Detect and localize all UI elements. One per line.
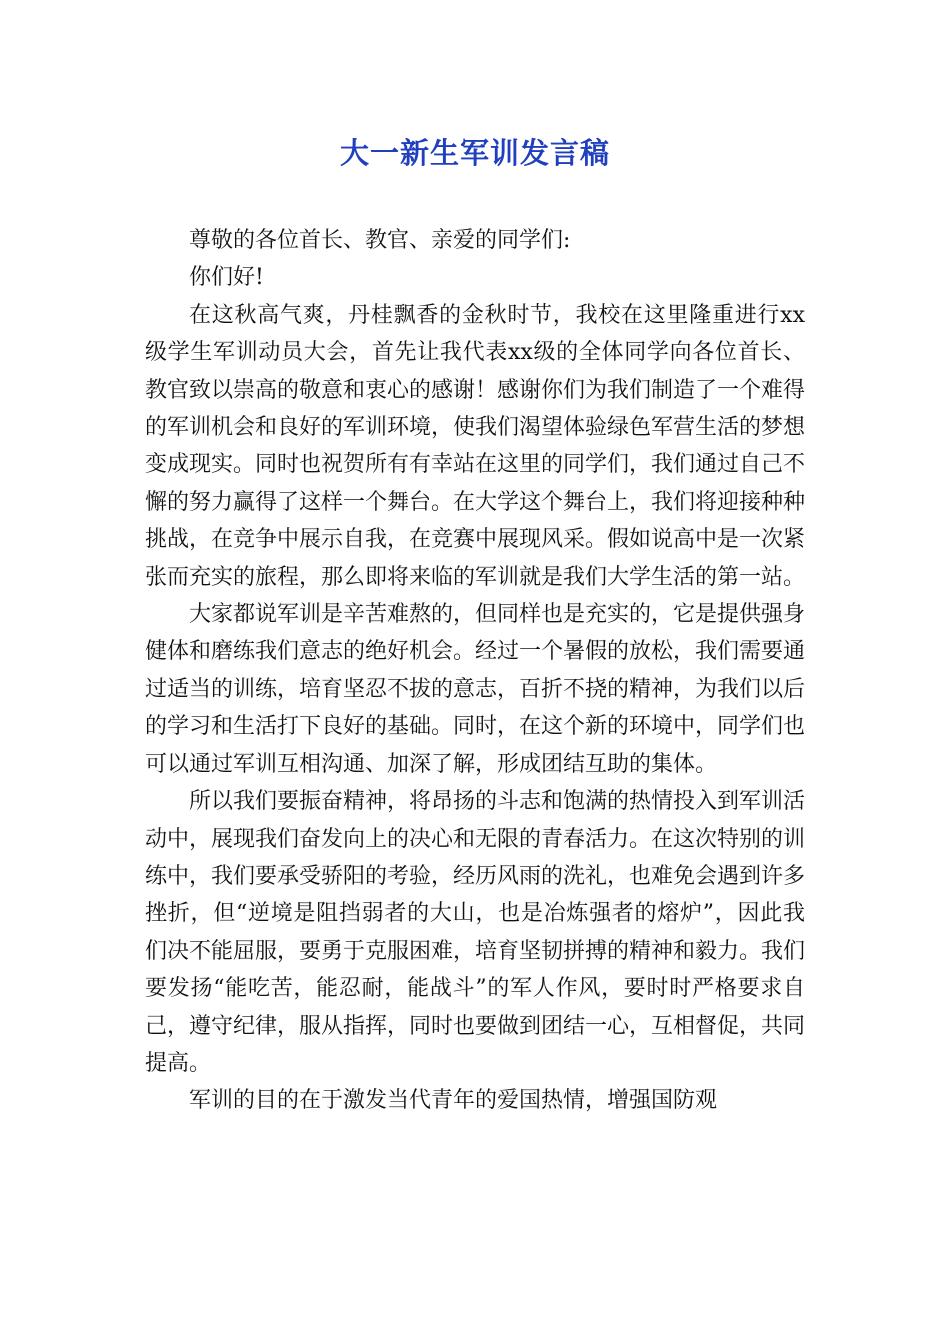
document-body [145, 222, 805, 1120]
salutation: 尊敬的各位首长、教官、亲爱的同学们: [189, 228, 571, 253]
paragraph: 所以我们要振奋精神，将昂扬的斗志和饱满的热情投入到军训活动中，展现我们奋发向上的决心和无限的青春活力。在这次特别的训练中，我们要承受骄阳的考验，经历风雨的洗礼，也难免会遇到许多挫折，但“逆境是阻挡弱者的大山，也是冶炼强者的熔炉”，因此我们决不能屈服，要勇于克服困难，培育坚韧拼搏的精神和毅力。我们要发扬“能吃苦，能忍耐，能战斗”的军人作风，要时时严格要求自己，遵守纪律，服从指挥，同时也要做到团结一心，互相督促，共同提高。 [145, 789, 806, 1076]
document-title: 大一新生军训发言稿 [339, 136, 610, 170]
paragraph: 军训的目的在于激发当代青年的爱国热情，增强国防观 [189, 1088, 718, 1114]
paragraph: 大家都说军训是辛苦难熬的，但同样也是充实的，它是提供强身健体和磨练我们意志的绝好机会。经过一个暑假的放松，我们需要通过适当的训练，培育坚忍不拔的意志，百折不挠的精神，为我们以后的学习和生活打下良好的基础。同时，在这个新的环境中，同学们也可以通过军训互相沟通、加深了解，形成团结互助的集体。 [145, 602, 806, 777]
greeting: 你们好! [189, 265, 264, 291]
paragraph: 在这秋高气爽，丹桂飘香的金秋时节，我校在这里隆重进行xx级学生军训动员大会，首先让我代表xx级的全体同学向各位首长、教官致以崇高的敬意和衷心的感谢！感谢你们为我们制造了一个难得的军训机会和良好的军训环境，使我们渴望体验绿色军营生活的梦想变成现实。同时也祝贺所有有幸站在这里的同学们，我们通过自己不懈的努力赢得了这样一个舞台。在大学这个舞台上，我们将迎接种种挑战，在竞争中展示自我，在竞赛中展现风采。假如说高中是一次紧张而充实的旅程，那么即将来临的军训就是我们大学生活的第一站。 [145, 302, 806, 590]
